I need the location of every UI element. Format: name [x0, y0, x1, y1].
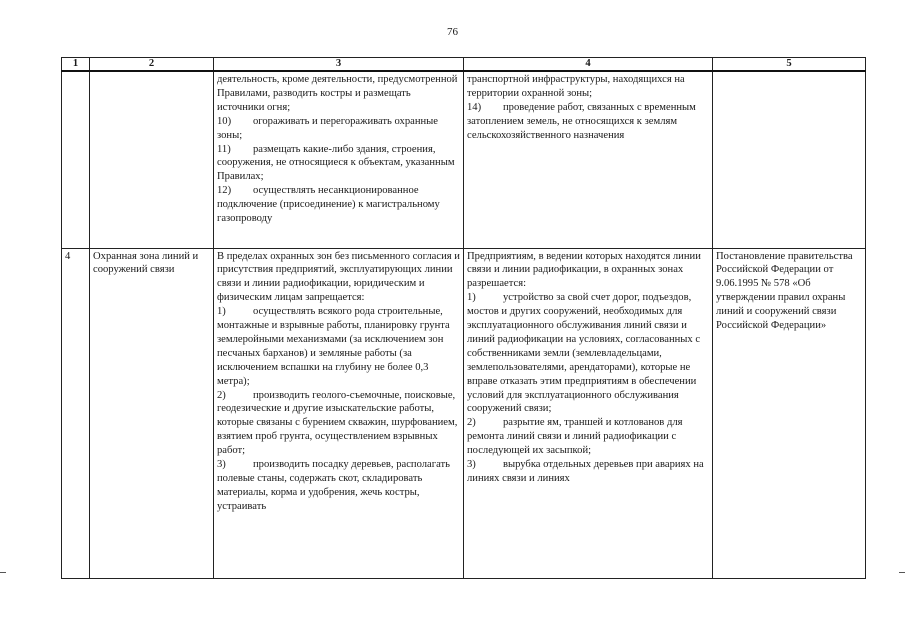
- prohibition-paragraph: [217, 250, 460, 306]
- item-number: 12): [217, 185, 232, 197]
- permission-paragraph: [467, 416, 709, 458]
- row-number-cell: [62, 71, 90, 248]
- column-header-3: 3: [214, 58, 464, 72]
- item-text: устройство за свой счет дорог, подъездов, мостов и других сооружений, необходимых для эксплуатационного обслуживания линий связи и линий радиофикации на условиях, согласованных с собственниками земли (землевладельцами, землепользователями, арендаторами), которые не вправе отказать этим предприятиям в обеспечении условий для эксплуатационного обслуживания сооружений связи;: [467, 292, 701, 415]
- item-text: деятельность, кроме деятельности, предусмотренной Правилами, разводить костры и размещать источники огня;: [217, 74, 458, 113]
- permission-paragraph: [467, 458, 709, 486]
- table-row: [62, 71, 866, 248]
- zone-name-cell: [90, 71, 214, 248]
- item-text: производить посадку деревьев, располагать полевые станы, содержать скот, складировать материалы, корма и удобрения, жечь костры, устраивать: [217, 459, 450, 512]
- item-text: транспортной инфраструктуры, находящихся на территории охранной зоны;: [467, 74, 685, 99]
- permission-paragraph: [467, 73, 709, 101]
- table-row: [62, 248, 866, 578]
- column-header-4: 4: [464, 58, 713, 72]
- regulation-source-cell: Постановление правительства Российской Федерации от 9.06.1995 № 578 «Об утверждении правил охраны линий и сооружений связи Российской Федерации»: [713, 248, 866, 578]
- item-number: 1): [467, 292, 476, 304]
- permission-paragraph: [467, 291, 709, 416]
- item-number: 10): [217, 115, 232, 127]
- prohibitions-cell: [214, 248, 464, 578]
- permission-paragraph: [467, 250, 709, 292]
- item-text: огораживать и перегораживать охранные зоны;: [217, 115, 439, 141]
- permissions-cell: [464, 71, 713, 248]
- item-text: размещать какие-либо здания, строения, сооружения, не относящиеся к объектам, указанным Правилах;: [217, 143, 455, 183]
- item-text: производить геолого-съемочные, поисковые, геодезические и другие изыскательские работы, которые связаны с бурением скважин, шурфованием, взятием проб грунта, осуществлением взрывных работ;: [217, 389, 458, 457]
- permission-paragraph: [467, 101, 709, 143]
- prohibition-paragraph: [217, 184, 460, 226]
- item-text: разрытие ям, траншей и котлованов для ремонта линий связи и линий радиофикации с последующей их засыпкой;: [467, 417, 683, 457]
- page-number: 76: [447, 26, 458, 38]
- table-header-row: [62, 58, 866, 72]
- prohibition-paragraph: [217, 143, 460, 185]
- item-number: 14): [467, 101, 482, 113]
- item-text: вырубка отдельных деревьев при авариях на линиях связи и линиях: [467, 459, 704, 484]
- prohibitions-cell: [214, 71, 464, 248]
- prohibition-paragraph: [217, 458, 460, 514]
- column-header-1: 1: [62, 58, 90, 72]
- item-number: 2): [467, 417, 476, 429]
- permissions-cell: [464, 248, 713, 578]
- prohibition-paragraph: [217, 115, 460, 143]
- prohibition-paragraph: [217, 305, 460, 388]
- column-header-5: 5: [713, 58, 866, 72]
- regulation-source-cell: [713, 71, 866, 248]
- item-number: 11): [217, 143, 231, 155]
- item-text: осуществлять всякого рода строительные, монтажные и взрывные работы, планировку грунта землеройными механизмами (за исключением зон песчаных барханов) и земляные работы (за исключением вспашки на глубину не более 0,3 метра);: [217, 306, 450, 387]
- prohibition-paragraph: [217, 389, 460, 459]
- item-number: 2): [217, 389, 226, 401]
- item-text: осуществлять несанкционированное подключение (присоединение) к магистральному газопроводу: [217, 185, 440, 225]
- item-number: 1): [217, 306, 226, 318]
- column-header-2: 2: [90, 58, 214, 72]
- item-text: Предприятиям, в ведении которых находятся линии связи и линии радиофикации, в охранных зонах разрешается:: [467, 250, 701, 290]
- regulation-table: [61, 57, 866, 579]
- item-number: 3): [217, 459, 226, 471]
- crop-mark-right: [899, 572, 905, 573]
- prohibition-paragraph: [217, 73, 460, 115]
- item-text: проведение работ, связанных с временным затоплением земель, не относящихся к землям сельскохозяйственного назначения: [467, 101, 696, 141]
- crop-mark-left: [0, 572, 6, 573]
- zone-name-cell: Охранная зона линий и сооружений связи: [90, 248, 214, 578]
- row-number-cell: 4: [62, 248, 90, 578]
- item-number: 3): [467, 459, 476, 471]
- item-text: В пределах охранных зон без письменного согласия и присутствия предприятий, эксплуатирующих линии связи и линии радиофикации, юридическим и физическим лицам запрещается:: [217, 250, 460, 304]
